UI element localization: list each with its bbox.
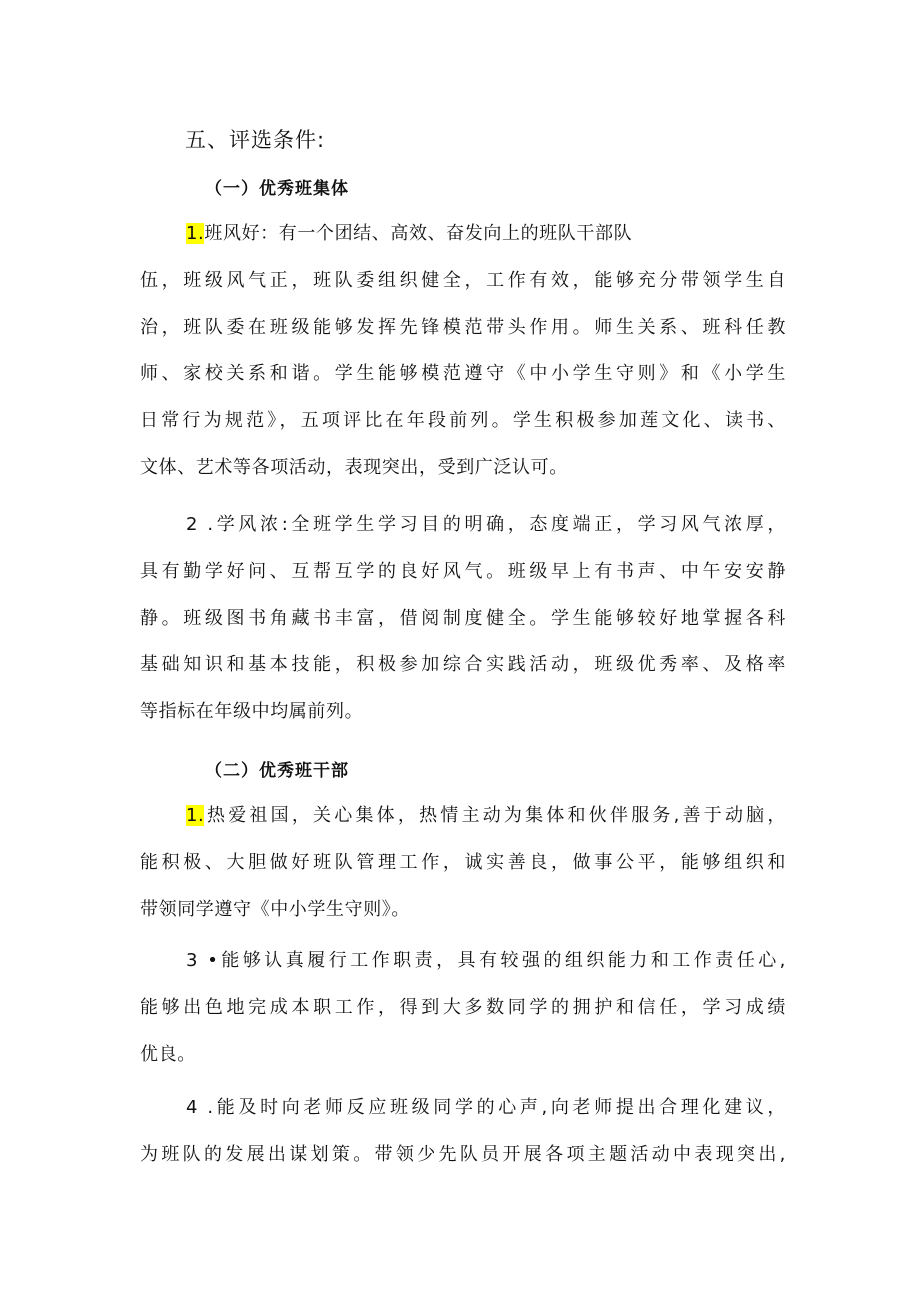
paragraph-collective-item-1: [140, 211, 786, 492]
paragraph-line: 治，班队委在班级能够发挥先锋模范带头作用。师生关系、班科任教: [140, 316, 786, 338]
paragraph-line: 等指标在年级中均属前列。: [140, 701, 364, 723]
paragraph-line: 能够出色地完成本职工作，得到大多数同学的拥护和信任，学习成绩: [140, 996, 786, 1018]
line-text: 班风好：有一个团结、高效、奋发向上的班队干部队: [204, 223, 633, 244]
paragraph-line: 静。班级图书角藏书丰富，借阅制度健全。学生能够较好地掌握各科: [140, 607, 786, 629]
paragraph-cadre-item-3: [140, 938, 786, 1078]
item-number: 2: [186, 514, 199, 535]
paragraph-cadre-item-1: [140, 793, 786, 933]
subheading-class-collective: （一）优秀班集体: [205, 179, 349, 199]
paragraph-line: 能积极、大胆做好班队管理工作，诚实善良，做事公平，能够组织和: [140, 851, 786, 873]
paragraph-line: 带领同学遵守《中小学生守则》。: [140, 898, 410, 920]
paragraph-line: 师、家校关系和谐。学生能够模范遵守《中小学生守则》和《小学生: [140, 363, 786, 385]
paragraph-line: 文体、艺术等各项活动，表现突出，受到广泛认可。: [140, 456, 568, 478]
paragraph-line: [140, 211, 786, 258]
paragraph-line: [140, 1085, 786, 1132]
section-title: 五、评选条件:: [185, 128, 326, 152]
line-text: .能及时向老师反应班级同学的心声,向老师提出合理化建议，: [198, 1097, 786, 1118]
line-text: 热爱祖国，关心集体，热情主动为集体和伙伴服务,善于动脑，: [204, 805, 786, 826]
paragraph-collective-item-2: [140, 502, 786, 736]
paragraph-line: [140, 938, 786, 985]
item-number: 4: [186, 1097, 199, 1118]
paragraph-line: [140, 502, 786, 549]
item-number: 3: [186, 950, 199, 971]
paragraph-line: 伍，班级风气正，班队委组织健全，工作有效，能够充分带领学生自: [140, 269, 786, 291]
paragraph-line: 优良。: [140, 1043, 196, 1065]
paragraph-line: 具有勤学好问、互帮互学的良好风气。班级早上有书声、中午安安静: [140, 560, 786, 582]
paragraph-line: 为班队的发展出谋划策。带领少先队员开展各项主题活动中表现突出,: [140, 1143, 786, 1165]
line-text: •能够认真履行工作职责，具有较强的组织能力和工作责任心,: [198, 950, 786, 971]
paragraph-line: [140, 793, 786, 840]
subheading-class-cadre: （二）优秀班干部: [205, 761, 349, 781]
paragraph-line: 日常行为规范》，五项评比在年段前列。学生积极参加莲文化、读书、: [140, 410, 786, 432]
paragraph-line: 基础知识和基本技能，积极参加综合实践活动，班级优秀率、及格率: [140, 654, 786, 676]
item-number-highlight: 1.: [186, 223, 205, 244]
item-number-highlight: 1.: [186, 805, 205, 826]
line-text: .学风浓:全班学生学习目的明确，态度端正，学习风气浓厚，: [198, 514, 786, 535]
paragraph-cadre-item-4: [140, 1085, 786, 1179]
